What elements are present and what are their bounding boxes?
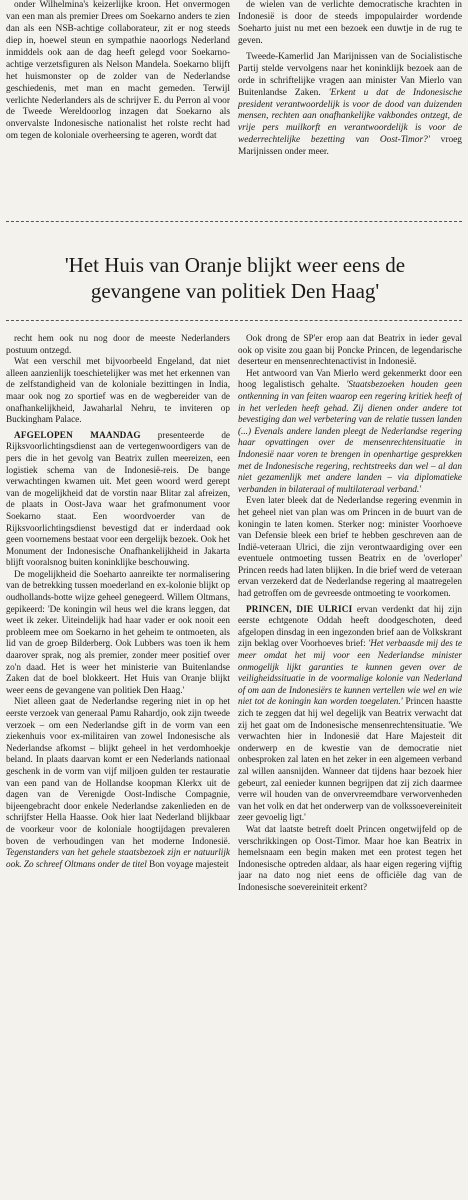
paragraph: Ook drong de SP'er erop aan dat Beatrix in ieder geval ook op visite zou gaan bij Poncke Princen, de legendarische deserteur en mensenrechtenactivist in Indonesië. bbox=[238, 333, 462, 367]
top-left-column bbox=[6, 0, 230, 215]
paragraph: recht hem ook nu nog door de meeste Nederlanders postuum ontzegd. bbox=[6, 333, 230, 355]
paragraph: PRINCEN, DIE ULRICI ervan verdenkt dat hij zijn eerste echtgenote Oddah heeft doodgeschoten, deed afgelopen dinsdag in een ingezonden brief aan de Volkskrant zijn beklag over Voorhoeves brief: 'Het verbaasde mij des te meer omdat het mij voor een Nederlandse minister onmogelijk lijkt garanties te kunnen geven over de veiligheidssituatie in de voormalige kolonie van Nederland of om aan de Indonesiërs te kunnen vertellen wie wel en wie niet tot de koningin kan worden toegelaten.' Princen haastte zich te zeggen dat hij wel degelijk van Beatrix verwacht dat zij het gaat om de Indonesische mensenrechtensituatie. 'We verwachten hier in Indonesië dat Hare Majesteit dit onderwerp en de kwestie van de democratie niet onbesproken zal laten en het zeker in een algemeen verband zal willen aansnijden. Wanneer dat tijdens haar bezoek hier gebeurt, zal eenieder kunnen begrijpen dat zij zich daarmee verre wil houden van de onvervreemdbare verworvenheden van het volk en dat het onderwerp van de volkssoevereiniteit zeer gevoelig ligt.' bbox=[238, 603, 462, 823]
main-right-column bbox=[238, 333, 462, 1195]
paragraph: Wat een verschil met bijvoorbeeld Engeland, dat niet alleen aanzienlijk toeschietelijker was met het erkennen van de zelfstandigheid van de koloniale bezittingen in India, maar ook nog zo sportief was en de wegbereider van de onafhankelijkheid, Jawaharlal Nehru, te inviteren op Buckingham Palace. bbox=[6, 356, 230, 425]
paragraph: de wielen van de verlichte democratische krachten in Indonesië is door de steeds impopulairder wordende Soeharto juist nu met een bezoek een duwtje in de rug te geven. bbox=[238, 0, 462, 46]
top-right-column bbox=[238, 0, 462, 215]
main-left-column bbox=[6, 333, 230, 1195]
top-article bbox=[6, 0, 462, 215]
paragraph: De mogelijkheid die Soeharto aanreikte ter normalisering van de betrekking tussen moederland en ex-kolonie blijkt op oudhollands-botte wijze geheel genegeerd. Willem Oltmans, gepikeerd: 'De koningin wil heus wel die krans leggen, dat weet ik zeker. Uiteindelijk had haar vader er ook nooit een probleem mee om Soekarno in het geheim te ontmoeten, als lid van de groep Bilderberg. Ook Lubbers was toen ik hem daarover sprak, nog als premier, zonder meer positief over zo'n daad. Het is weer het ministerie van Buitenlandse Zaken dat de boel blokkeert. Het Huis van Oranje blijkt weer eens de gevangene van politiek Den Haag.' bbox=[6, 568, 230, 695]
paragraph: AFGELOPEN MAANDAG presenteerde de Rijksvoorlichtingsdienst aan de vertegenwoordigers van de pers die in het gevolg van Beatrix zullen meereizen, een logistiek schema van de Indonesië-reis. De bange verwachtingen kwamen uit. Met geen woord werd gerept van de mogelijkheid dat de vorstin naar Blitar zal afreizen, de plaats in Oost-Java waar het grafmonument voor Soekarno staat. Een woordvoerder van de Rijksvoorlichtingsdienst bevestigd dat er inderdaad ook geen voornemens bestaat voor een dergelijk bezoek. Ook het Monument der Indonesische Onafhankelijkheid in Jakarta blijft vooralsnog buiten koninklijke beschouwing. bbox=[6, 429, 230, 568]
paragraph: Even later bleek dat de Nederlandse regering evenmin in het geheel niet van plan was om Princen in de buurt van de koningin te laten komen. Sterker nog: minister Voorhoeve van Defensie bleek een brief te hebben geschreven aan de Indië-veteraan Ulrici, die zijn verontwaardiging over een eventuele ontmoeting tussen Beatrix en de 'overloper' Princen reeds had laten blijken. In die brief werd de veteraan ervan verzekerd dat de Nederlandse regering al maatregelen had getroffen om de gevreesde ontmoeting te voorkomen. bbox=[238, 495, 462, 599]
paragraph: Wat dat laatste betreft doelt Princen ongetwijfeld op de verschrikkingen op Oost-Timor. Maar hoe kan Beatrix in hemelsnaam een begin maken met een protest tegen het Indonesische optreden aldaar, als haar eigen regering vijftig jaar na dato nog niet eens de officiële dag van de Indonesische soevereiniteit erkent? bbox=[238, 823, 462, 892]
main-article bbox=[6, 333, 462, 1195]
divider-top bbox=[6, 221, 462, 222]
paragraph: Tweede-Kamerlid Jan Marijnissen van de Socialistische Partij stelde vervolgens naar het koninklijk bezoek aan de orde in schriftelijke vragen aan minister Van Mierlo van Buitenlandse Zaken. 'Erkent u dat de Indonesische president verantwoordelijk is voor de dood van duizenden mensen, rechten aan onafhankelijke vakbondes ontzegt, de vrije pers muilkorft en verantwoordelijk is voor de wederrechtelijke bezetting van Oost-Timor?' vroeg Marijnissen onder meer. bbox=[238, 51, 462, 158]
divider-bottom bbox=[6, 320, 462, 321]
headline: 'Het Huis van Oranje blijkt weer eens de gevangene van politiek Den Haag' bbox=[64, 253, 406, 304]
paragraph: onder Wilhelmina's keizerlijke kroon. Het onvermogen van een man als premier Drees om Soekarno anders te zien dan als een NSB-achtige collaborateur, zit er nog steeds diep in, hoewel steun en sympathie naoorlogs Nederland inmiddels ook aan de dag heeft gelegd voor Soekarno-achtige verzetsfiguren als Nelson Mandela. Soekarno blijft het huismonster op de zolder van de Nederlandse geschiedenis, met man en macht gemeden. Terwijl verlichte Nederlanders als de schrijver E. du Perron al voor de Tweede Wereldoorlog inzagen dat Soekarno als onvervalste Indonesische nationalist het rolste recht had om tegen de koloniale overheersing te ageren, wordt dat bbox=[6, 0, 230, 142]
paragraph: Het antwoord van Van Mierlo werd gekenmerkt door een hoog legalistisch gehalte. 'Staatsbezoeken houden geen ontkenning in van feiten waarop een regering kritiek heeft of in het verleden heeft gehad. Zij dienen onder andere tot bevestiging dan wel verbetering van de relatie tussen landen (...) Evenals andere landen pleegt de Nederlandse regering haar opvattingen over de mensenrechtensituatie in Indonesië naar voren te brengen in openhartige gesprekken met de Indonesische regering, rechtstreeks dan wel – al dan niet gezamenlijk met andere landen – via diplomatieke verbanden in bilateraal of multilateraal verband.' bbox=[238, 367, 462, 494]
paragraph: Niet alleen gaat de Nederlandse regering niet in op het eerste verzoek van generaal Pamu Rahardjo, ook zijn tweede verzoek – om een Nederlandse gift in de vorm van een ziekenhuis voor ex-militairen van zowel Indonesische als Nederlandse afkomst – blijkt geheel in het verdomhoekje beland. In plaats daarvan komt er een Nederlands nationaal geschenk in de vorm van vijf miljoen gulden ter restauratie van een pand van de Hollandse koopman Klerkx uit de dagen van de Verenigde Oost-Indische Compagnie, bijeengebracht door enkele Nederlandse zakenlieden en de schrijfster Hella Haasse. Ook hier laat Nederland blijkbaar de voorkeur voor de koloniale hoogtijdagen prevaleren boven de verhoudingen van het moderne Indonesië. Tegenstanders van het gehele staatsbezoek zijn er natuurlijk ook. Zo schreef Oltmans onder de titel Bon voyage majesteit bbox=[6, 696, 230, 869]
